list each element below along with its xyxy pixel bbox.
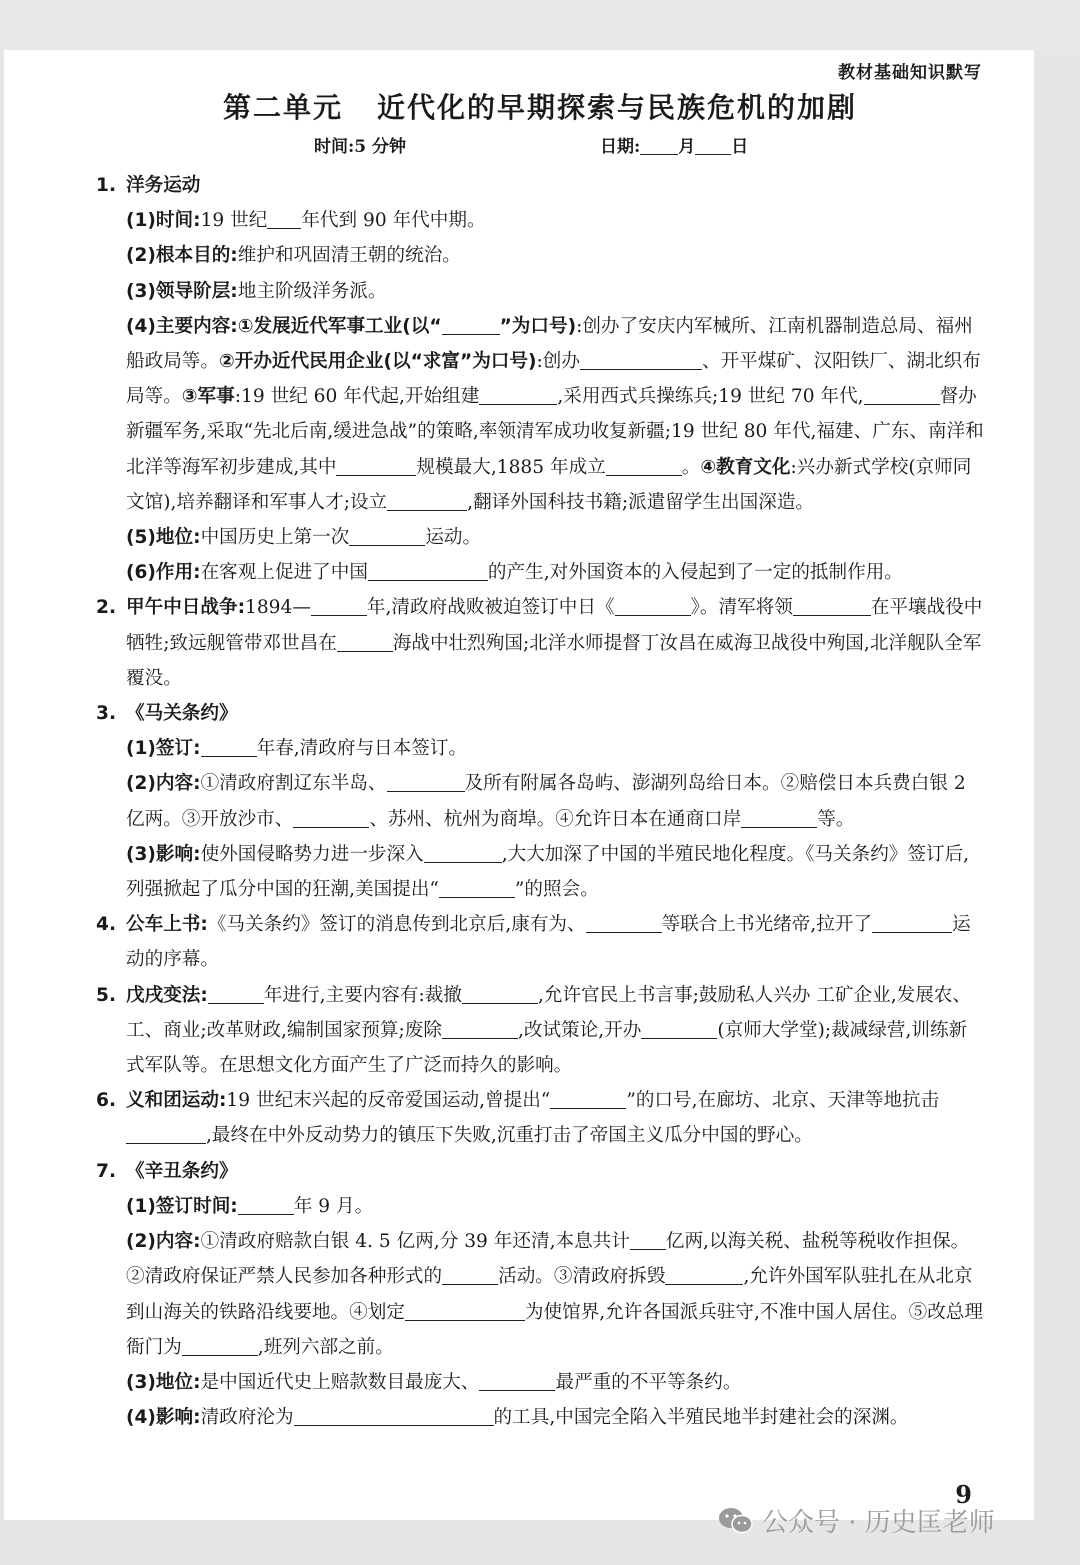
blank[interactable] (793, 597, 871, 617)
watermark (718, 1502, 995, 1539)
blank[interactable] (424, 843, 502, 863)
blank[interactable] (439, 878, 515, 898)
sub-item: (4)主要内容:①发展近代军事工业(以“ ”为口号):创办了安庆内军械所、江南机器制造总局、福州船政局等。②开办近代民用企业(以“求富”为口号):创办 、开平煤矿、汉阳铁厂、湖北织布局等。③军事:19 世纪 60 年代起,开始组建 ,采用西式兵操练兵;19 世纪 70 年代, 督办新疆军务,采取“先北后南,缓进急战”的策略,率领清军成功收复新疆;19 世纪 80 年代,福建、广东、南洋和北洋等海军初步建成,其中 规模最大,1885 年成立 。④教育文化:兴办新式学校(京师同文馆),培养翻译和军事人才;设立 ,翻译外国科技书籍;派遣留学生出国深造。 (126, 315, 984, 513)
sub-item: (5)地位:中国历史上第一次 运动。 (126, 527, 482, 549)
question-number: 3. (96, 703, 117, 725)
date-month: 月 (678, 137, 696, 157)
blank[interactable] (630, 1231, 666, 1251)
blank[interactable] (311, 597, 367, 617)
page-number: 9 (955, 1480, 972, 1509)
sub-item: (3)领导阶层:地主阶级洋务派。 (126, 280, 387, 302)
sub-item: (6)作用:在客观上促进了中国 的产生,对外国资本的入侵起到了一定的抵制作用。 (126, 562, 903, 584)
question-number: 7. (96, 1160, 117, 1182)
sub-item: (4)影响:清政府沦为 的工具,中国完全陷入半殖民地半封建社会的深渊。 (126, 1407, 909, 1429)
date-day: 日 (731, 137, 749, 157)
blank[interactable] (550, 1090, 626, 1110)
blank[interactable] (182, 1336, 258, 1356)
blank[interactable] (368, 562, 488, 582)
blank[interactable] (442, 1019, 518, 1039)
blank[interactable] (872, 914, 952, 934)
title-unit: 第二单元 (222, 91, 343, 124)
question-heading: 洋务运动 (126, 175, 201, 196)
blank[interactable] (586, 914, 662, 934)
page-title (0, 86, 1080, 126)
blank[interactable] (864, 386, 940, 406)
sub-item: (1)签订: 年春,清政府与日本签订。 (126, 738, 468, 760)
date-field (600, 132, 748, 157)
sub-item: (2)内容:①清政府割辽东半岛、 及所有附属各岛屿、澎湖列岛给日本。②赔偿日本兵费白银 2 亿两。③开放沙市、 、苏州、杭州为商埠。④允许日本在通商口岸 等。 (126, 773, 966, 830)
question-heading: 公车上书: (126, 914, 208, 936)
blank[interactable] (201, 738, 257, 758)
question-6: 6. 义和团运动:19 世纪末兴起的反帝爱国运动,曾提出“ ”的口号,在廊坊、北京、天津等地抗击,最终在中外反动势力的镇压下失败,沉重打击了帝国主义瓜分中国的野心。 (96, 1083, 984, 1153)
blank[interactable] (606, 456, 682, 476)
question-list (96, 168, 984, 1435)
blank[interactable] (442, 315, 500, 335)
question-7 (96, 1154, 984, 1436)
question-number: 4. (96, 914, 117, 936)
blank[interactable] (336, 456, 416, 476)
question-2: 2. 甲午中日战争:1894— 年,清政府战败被迫签订中日《 》。清军将领 在平壤战役中牺牲;致远舰管带邓世昌在 海战中壮烈殉国;北洋水师提督丁汝昌在威海卫战役中殉国,北洋舰队全军覆没。 (96, 590, 984, 696)
sub-item: (3)地位:是中国近代史上赔款数目最庞大、 最严重的不平等条约。 (126, 1371, 742, 1393)
question-4: 4. 公车上书:《马关条约》签订的消息传到北京后,康有为、 等联合上书光绪帝,拉开了 运动的序幕。 (96, 907, 984, 977)
question-3 (96, 696, 984, 907)
blank[interactable] (349, 526, 425, 546)
question-heading: 戊戌变法: (126, 984, 208, 1006)
blank[interactable] (615, 597, 691, 617)
question-number: 6. (96, 1090, 117, 1112)
blank[interactable] (208, 984, 264, 1004)
header-tag: 教材基础知识默写 (838, 63, 982, 83)
date-label: 日期: (600, 137, 641, 157)
blank[interactable] (387, 773, 465, 793)
blank[interactable] (238, 1195, 294, 1215)
question-heading: 甲午中日战争: (126, 597, 245, 619)
question-number: 5. (96, 984, 117, 1006)
wechat-icon (718, 1507, 754, 1535)
blank[interactable] (293, 808, 369, 828)
blank[interactable] (462, 984, 538, 1004)
time-label: 时间:5 分钟 (314, 137, 407, 157)
blank[interactable] (405, 1301, 525, 1321)
sub-item: (1)签订时间: 年 9 月。 (126, 1195, 374, 1217)
title-topic: 近代化的早期探索与民族危机的加剧 (377, 91, 858, 124)
question-heading: 《辛丑条约》 (126, 1160, 238, 1182)
sub-item: (3)影响:使外国侵略势力进一步深入 ,大大加深了中国的半殖民地化程度。《马关条约》签订后,列强掀起了瓜分中国的狂潮,美国提出“ ”的照会。 (126, 843, 970, 901)
blank[interactable] (294, 1407, 494, 1427)
blank[interactable] (580, 350, 702, 370)
blank[interactable] (337, 632, 393, 652)
blank[interactable] (665, 1266, 743, 1286)
blank[interactable] (267, 210, 301, 230)
question-5: 5. 戊戌变法: 年进行,主要内容有:裁撤 ,允许官民上书言事;鼓励私人兴办 工矿企业,发展农、工、商业;改革财政,编制国家预算;废除 ,改试策论,开办 (京师大学堂);裁减绿营,训练新式军队等。在思想文化方面产生了广泛而持久的影响。 (96, 978, 984, 1084)
blank[interactable] (387, 491, 467, 511)
watermark-text: 公众号 · 历史匡老师 (762, 1508, 995, 1538)
blank[interactable] (695, 137, 731, 155)
blank[interactable] (442, 1266, 498, 1286)
question-number: 1. (96, 175, 117, 196)
blank[interactable] (479, 386, 557, 406)
question-number: 2. (96, 597, 117, 619)
blank[interactable] (126, 1125, 206, 1145)
blank[interactable] (741, 808, 817, 828)
question-heading: 《马关条约》 (126, 703, 238, 725)
question-1 (96, 168, 984, 590)
blank[interactable] (640, 137, 678, 155)
sub-item: (2)内容:①清政府赔款白银 4. 5 亿两,分 39 年还清,本息共计 亿两,以海关税、盐税等税收作担保。②清政府保证严禁人民参加各种形式的 活动。③清政府拆毁 ,允许外国军队驻扎在从北京到山海关的铁路沿线要地。④划定 为使馆界,允许各国派兵驻守,不准中国人居住。⑤改总理衙门为 ,班列六部之前。 (126, 1231, 983, 1358)
sub-item: (1)时间:19 世纪 年代到 90 年代中期。 (126, 210, 486, 232)
blank[interactable] (641, 1019, 717, 1039)
blank[interactable] (479, 1371, 555, 1391)
question-heading: 义和团运动: (126, 1090, 227, 1112)
sub-item: (2)根本目的:维护和巩固清王朝的统治。 (126, 245, 461, 267)
top-strip (0, 0, 1080, 50)
